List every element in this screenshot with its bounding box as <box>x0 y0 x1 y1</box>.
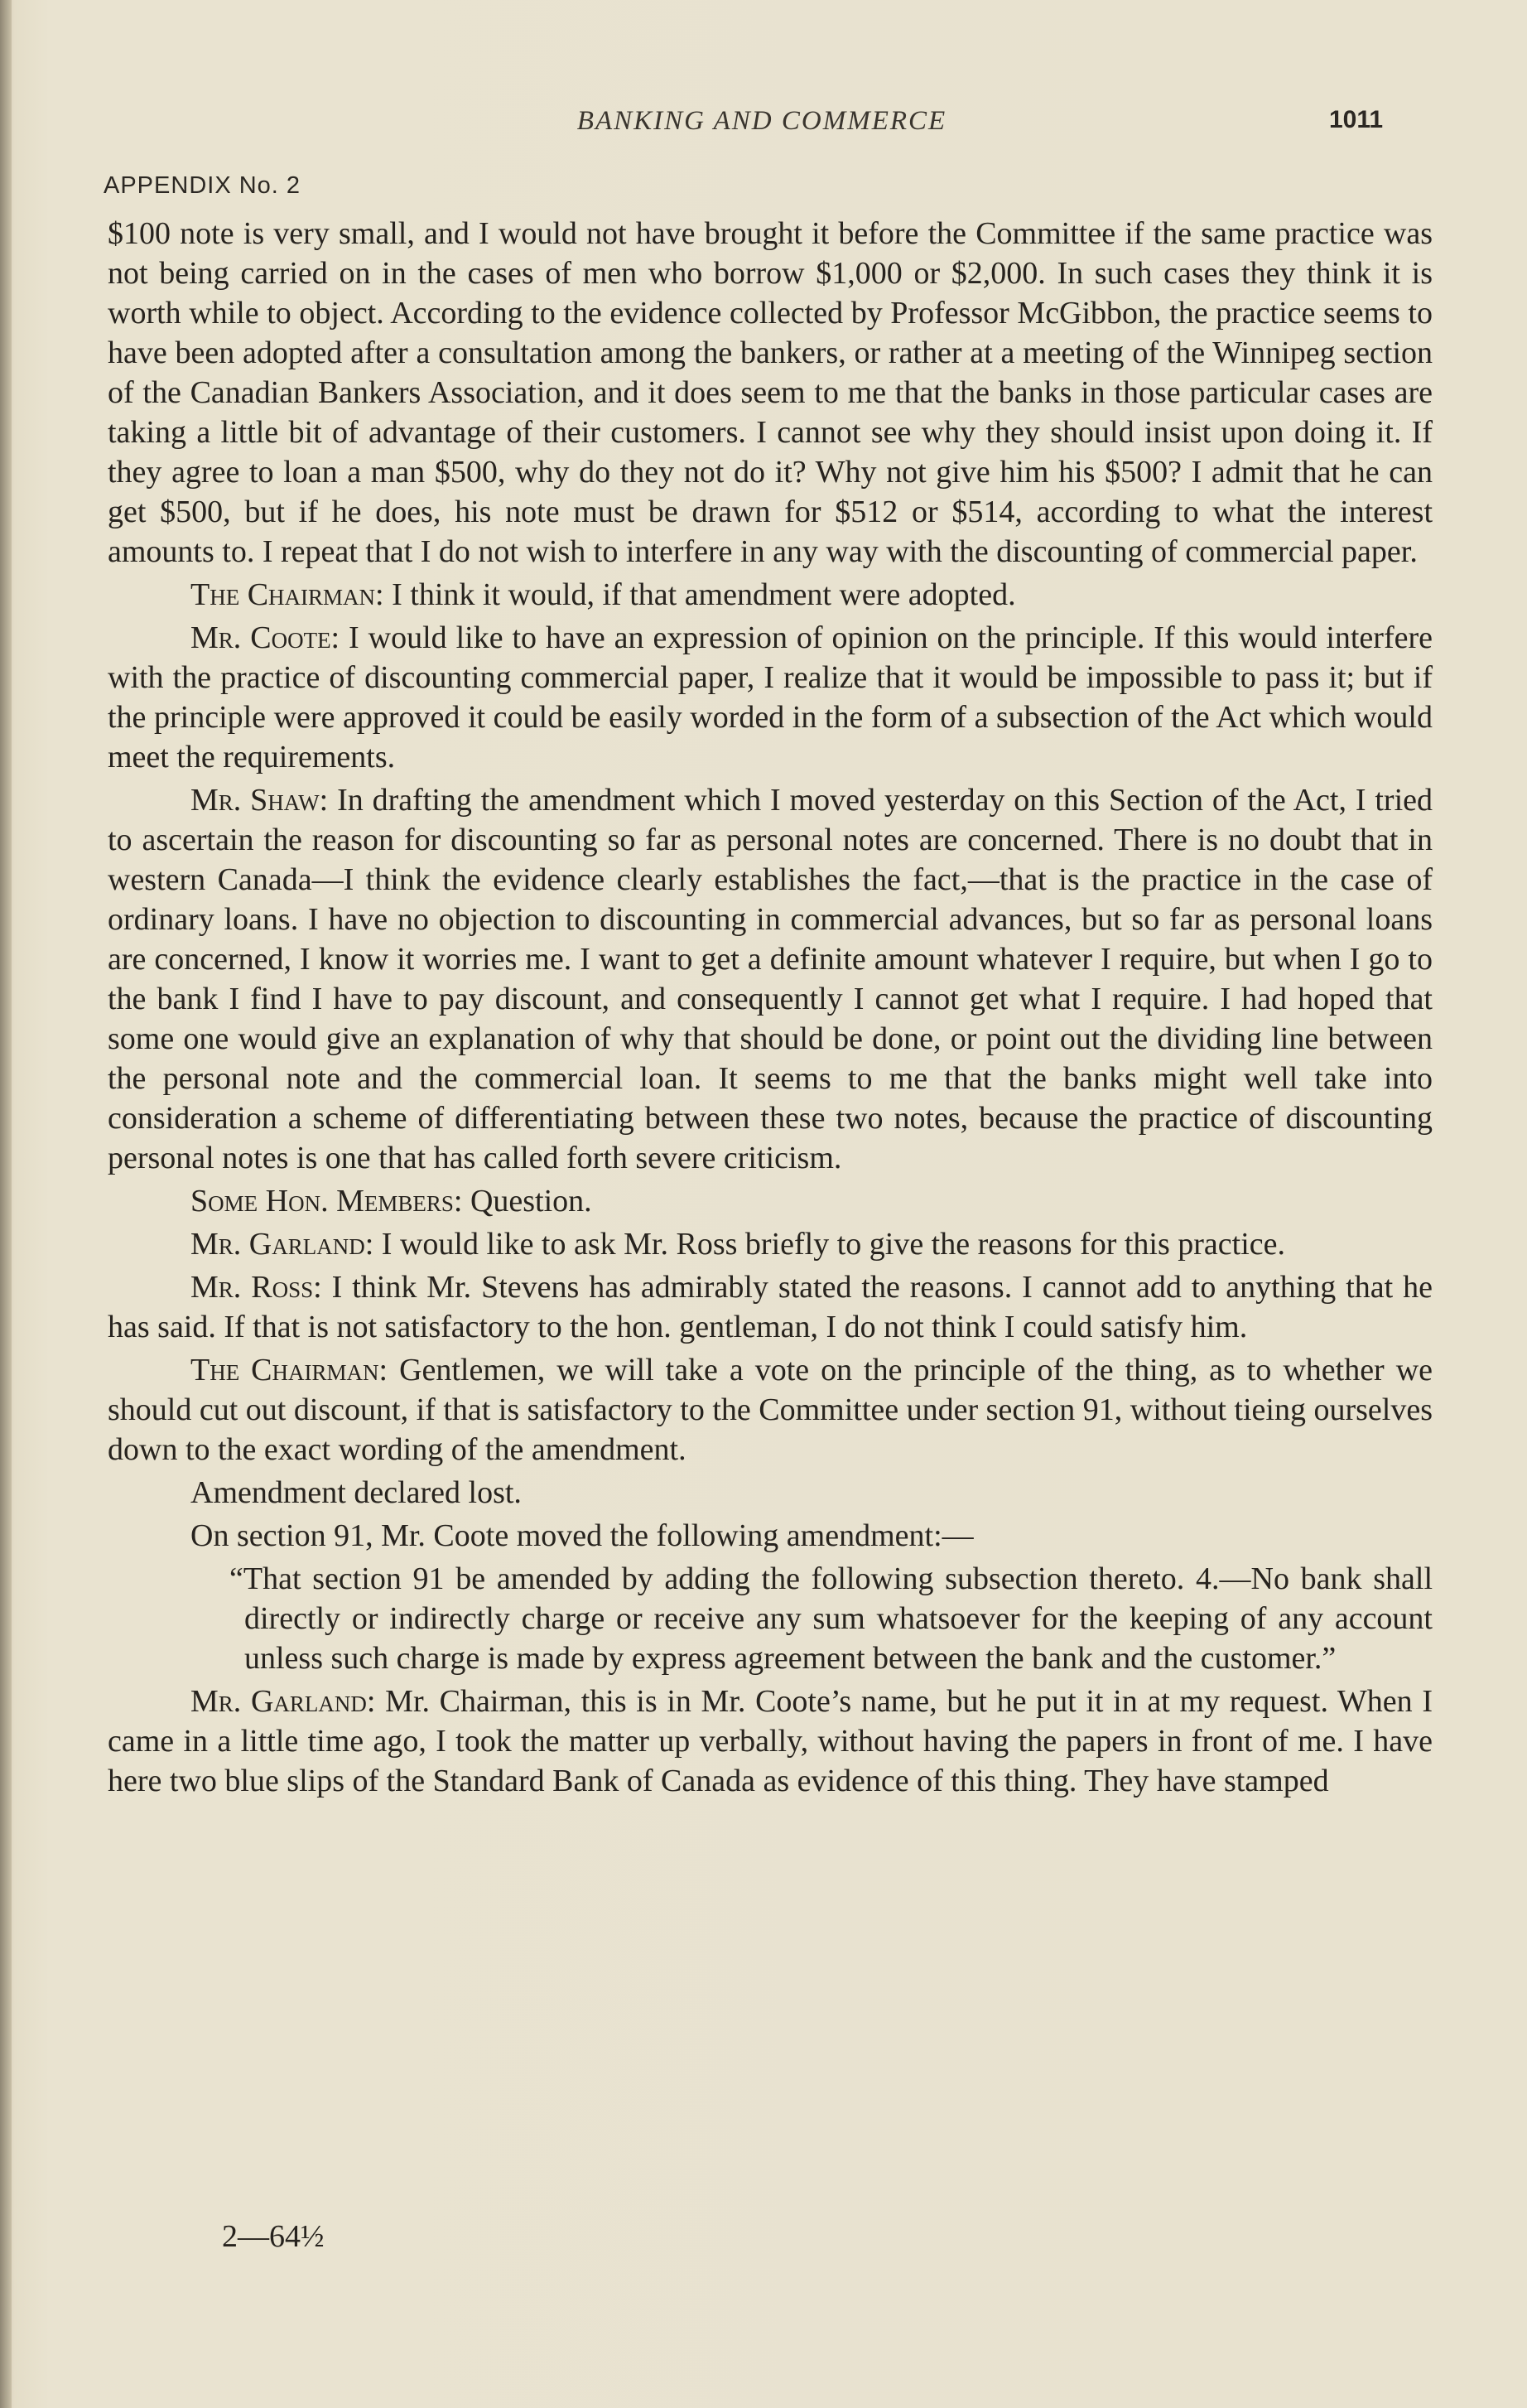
speaker-name: Mr. Shaw: <box>190 783 329 818</box>
speaker-name: Some Hon. Members: <box>190 1184 463 1218</box>
paragraph-text: I think it would, if that amendment were adopted. <box>383 577 1016 612</box>
paragraph-text: I think Mr. Stevens has admirably stated the reasons. I cannot add to anything that he has said. If that is not satisfactory to the hon. gentleman, I do not think I could satisfy him. <box>108 1270 1433 1344</box>
running-head: BANKING AND COMMERCE <box>576 106 947 136</box>
paragraph-motion-result <box>108 1473 1433 1513</box>
page-number: 1011 <box>1329 106 1384 133</box>
paragraph-speech <box>108 1682 1433 1801</box>
quote-text: “That section 91 be amended by adding the following subsection thereto. 4.—No bank shall directly or indirectly charge or receive any sum whatsoever for the keeping of any account unless such charge is made by express agreement between the bank and the customer.” <box>229 1561 1433 1676</box>
paragraph-text: Mr. Chairman, this is in Mr. Coote’s name, but he put it in at my request. When I came in a little time ago, I took the matter up verbally, without having the papers in front of me. I have here two blue slips of the Standard Bank of Canada as evidence of this thing. They have stamped <box>108 1684 1433 1798</box>
appendix-label: APPENDIX No. 2 <box>104 172 301 199</box>
paragraph-speech <box>108 780 1433 1178</box>
body-text <box>108 214 1433 1801</box>
speaker-name: Mr. Coote: <box>190 620 340 655</box>
paragraph-speech <box>108 1267 1433 1347</box>
paragraph-speech <box>108 575 1433 615</box>
speaker-name: Mr. Garland: <box>190 1684 376 1719</box>
paragraph-speech <box>108 1224 1433 1264</box>
paragraph-motion <box>108 1516 1433 1556</box>
page-binding-edge <box>0 0 12 2408</box>
speaker-name: Mr. Ross: <box>190 1270 322 1305</box>
speaker-name: The Chairman: <box>190 1353 388 1387</box>
amendment-quote <box>229 1559 1433 1678</box>
paragraph-speech <box>108 618 1433 777</box>
paragraph-continuation <box>108 214 1433 572</box>
paragraph-text: I would like to ask Mr. Ross briefly to give the reasons for this practice. <box>373 1227 1286 1262</box>
paragraph-text: Amendment declared lost. <box>190 1475 522 1510</box>
paragraph-text: I would like to have an expression of opinion on the principle. If this would interfere with the practice of discounting commercial paper, I realize that it would be impossible to pass it; but if the principle were approved it could be easily worded in the form of a subsection of the Act which would meet the requirements. <box>108 620 1433 775</box>
speaker-name: Mr. Garland: <box>190 1227 374 1262</box>
paragraph-text: Gentlemen, we will take a vote on the principle of the thing, as to whether we should cut out discount, if that is satisfactory to the Committee under section 91, without tieing ourselves down to the exact wording of the amendment. <box>108 1353 1433 1467</box>
speaker-name: The Chairman: <box>190 577 384 612</box>
paragraph-speech <box>108 1350 1433 1469</box>
printer-signature-mark: 2—64½ <box>222 2219 325 2254</box>
paragraph-text: On section 91, Mr. Coote moved the following amendment:— <box>190 1518 974 1553</box>
paragraph-speech <box>108 1181 1433 1221</box>
paragraph-text: In drafting the amendment which I moved yesterday on this Section of the Act, I tried to ascertain the reason for discounting so far as personal notes are concerned. There is no doubt that in western Canada—I think the evidence clearly establishes the fact,—that is the practice in the case of ordinary loans. I have no objection to discounting in commercial advances, but so far as personal loans are concerned, I know it worries me. I want to get a definite amount whatever I require, but when I go to the bank I find I have to pay discount, and consequently I cannot get what I require. I had hoped that some one would give an explanation of why that should be done, or point out the dividing line between the personal note and the commercial loan. It seems to me that the banks might well take into consideration a scheme of differentiating between these two notes, because the practice of discounting personal notes is one that has called forth severe criticism. <box>108 783 1433 1175</box>
paragraph-text: Question. <box>462 1184 592 1218</box>
paragraph-text: $100 note is very small, and I would not have brought it before the Committee if the same practice was not being carried on in the cases of men who borrow $1,000 or $2,000. In such cases they think it is worth while to object. According to the evidence collected by Professor McGibbon, the practice seems to have been adopted after a consultation among the bankers, or rather at a meeting of the Winnipeg section of the Canadian Bankers Association, and it does seem to me that the banks in those particular cases are taking a little bit of advantage of their customers. I cannot see why they should insist upon doing it. If they agree to loan a man $500, why do they not do it? Why not give him his $500? I admit that he can get $500, but if he does, his note must be drawn for $512 or $514, according to what the interest amounts to. I repeat that I do not wish to interfere in any way with the discounting of commercial paper. <box>108 216 1433 569</box>
